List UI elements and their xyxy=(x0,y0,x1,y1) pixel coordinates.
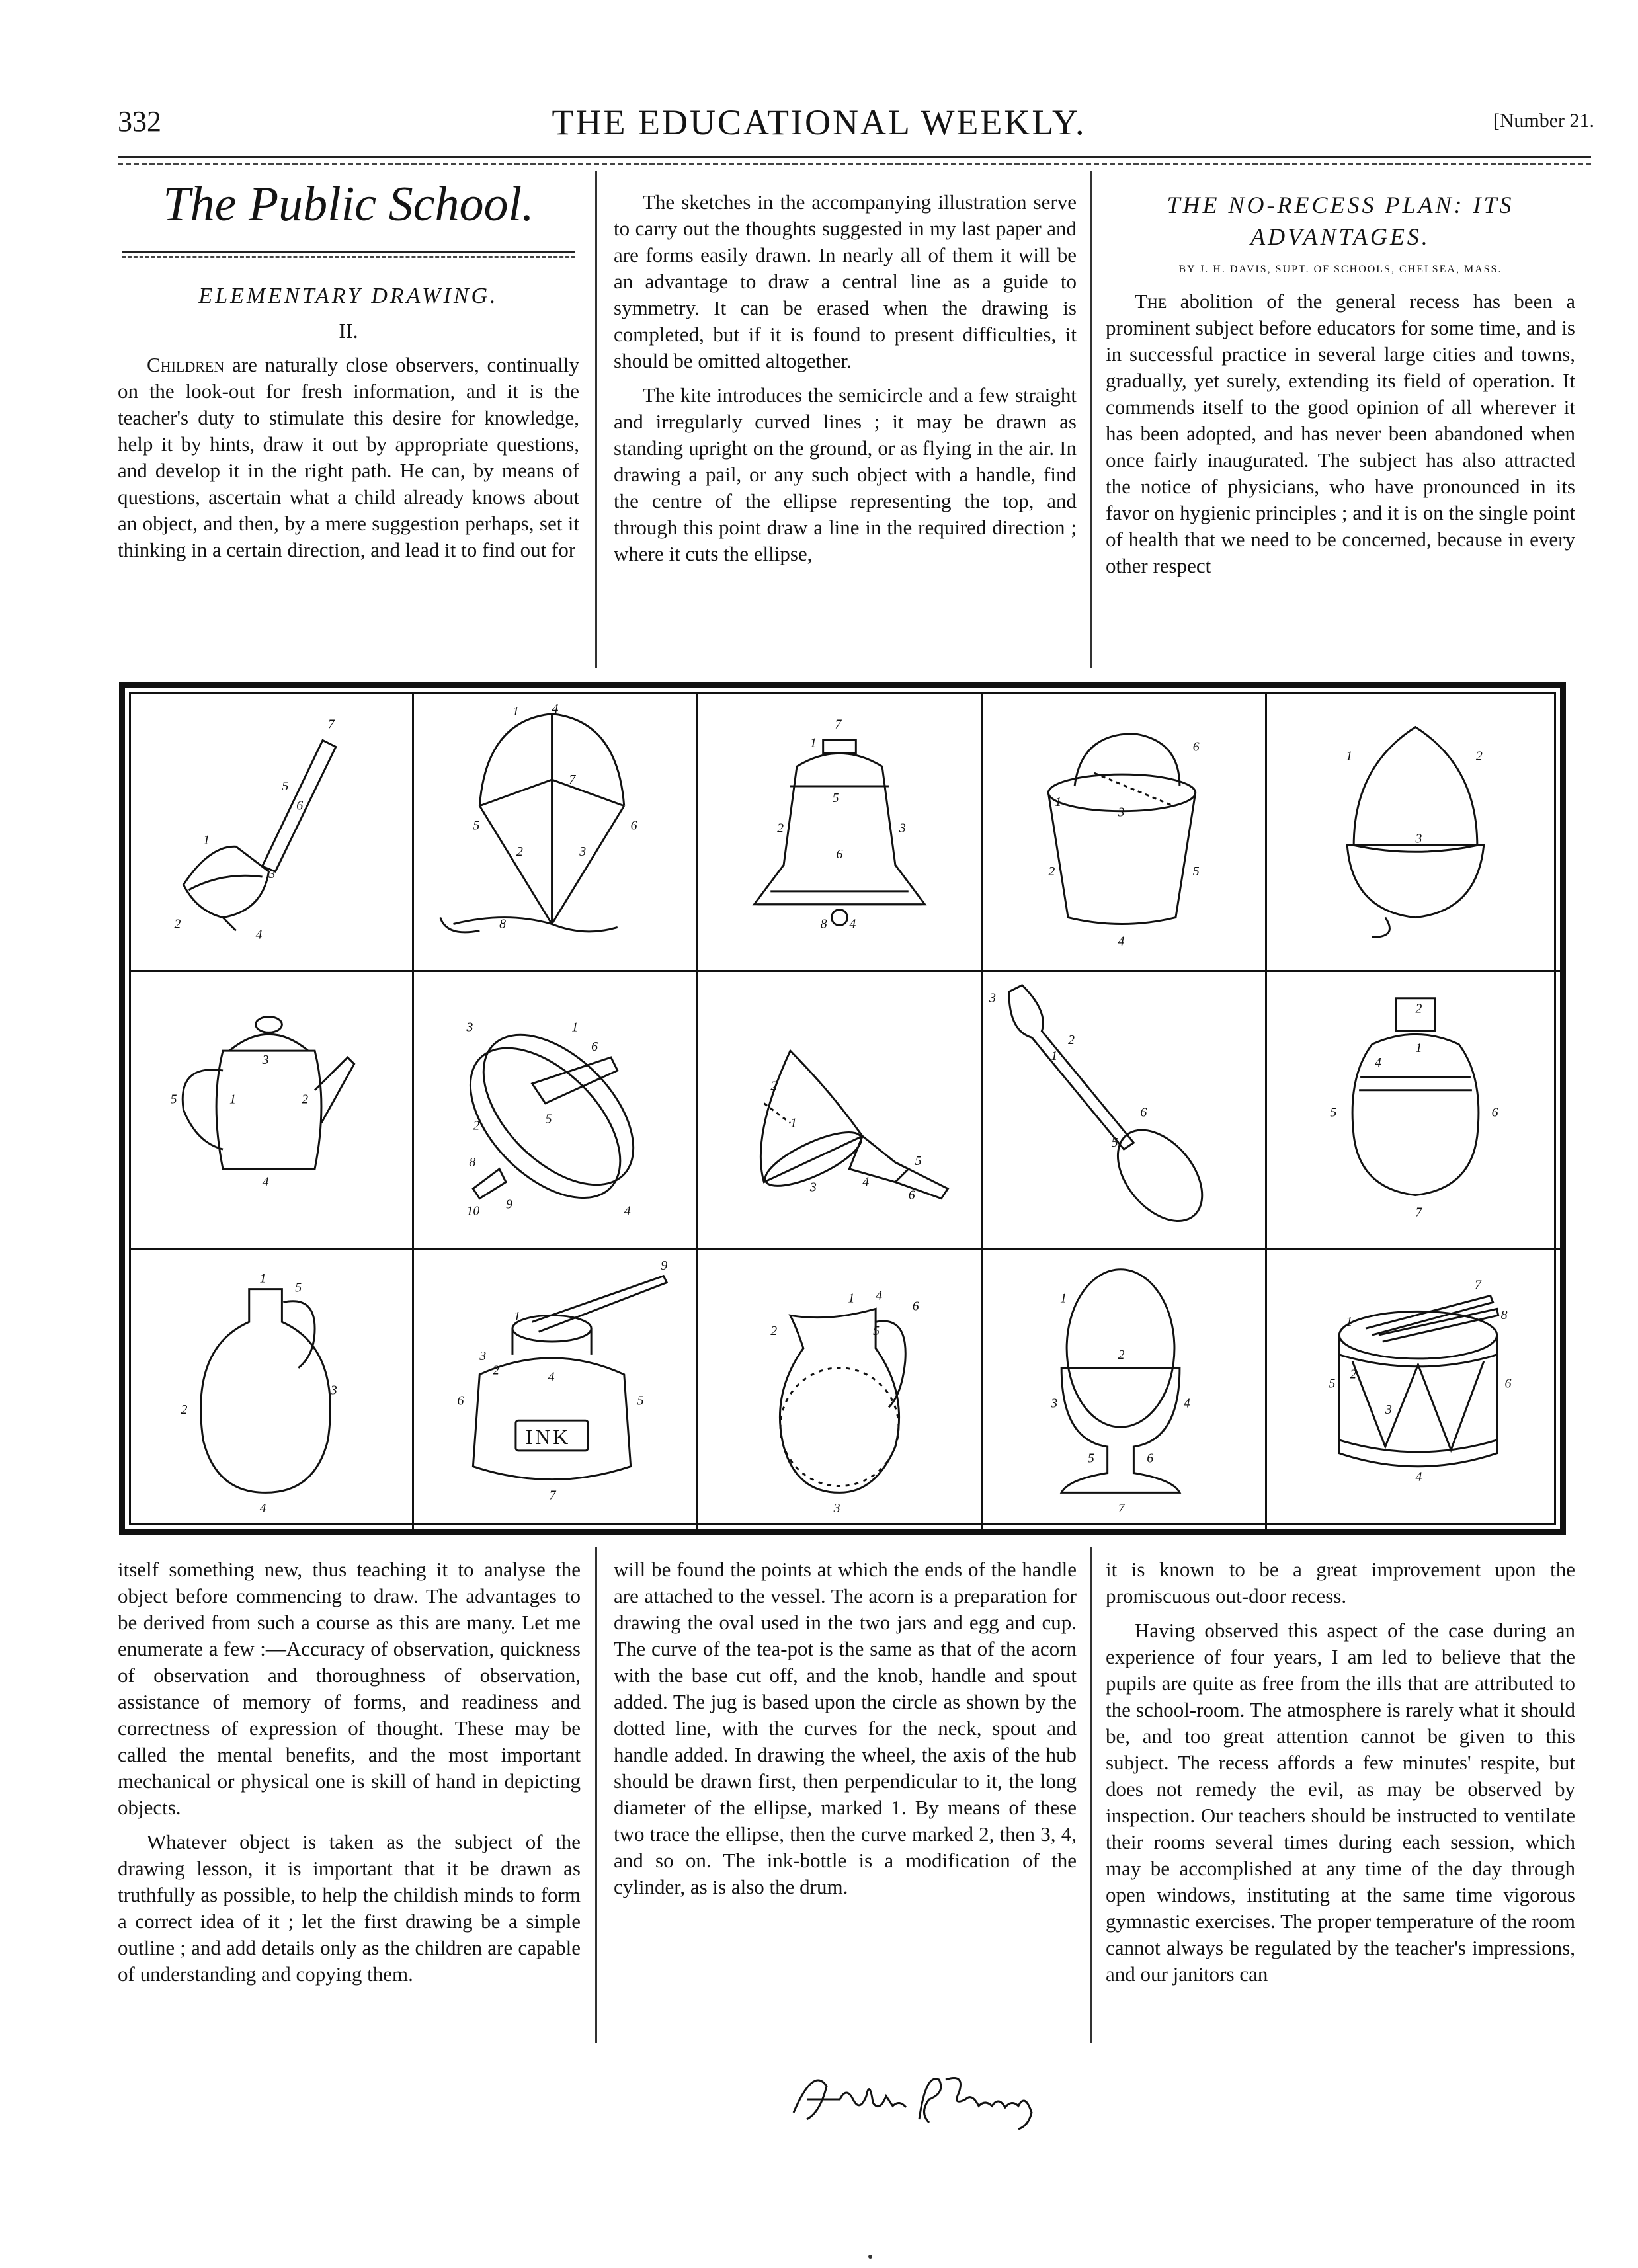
article-paragraph: it is known to be a great improvement upon the promiscuous out-door recess. xyxy=(1106,1558,1575,1607)
label: 5 xyxy=(545,1112,552,1127)
lead-word: The xyxy=(1135,290,1167,313)
column-rule xyxy=(1090,1547,1092,2043)
label: 1 xyxy=(1346,1315,1353,1330)
label: 6 xyxy=(296,798,304,813)
label: 4 xyxy=(624,1203,631,1219)
cell-egg-cup xyxy=(983,1250,1267,1535)
label: 8 xyxy=(820,916,827,932)
cell-teapot xyxy=(131,972,414,1250)
cell-acorn xyxy=(1267,694,1566,972)
article-title-line-2: ADVANTAGES. xyxy=(1250,223,1430,250)
column-3-bottom xyxy=(1106,1557,1575,1988)
label: 5 xyxy=(873,1324,880,1339)
label: 3 xyxy=(989,991,996,1006)
article-title-line-1: THE NO-RECESS PLAN: ITS xyxy=(1167,192,1514,218)
masthead xyxy=(0,98,1638,151)
label: 1 xyxy=(259,1271,266,1286)
label: 3 xyxy=(262,1053,269,1067)
cell-kite xyxy=(414,694,698,972)
label: 1 xyxy=(1051,1049,1058,1064)
label: 5 xyxy=(1111,1135,1118,1151)
label: 1 xyxy=(848,1291,855,1306)
label: 3 xyxy=(330,1383,337,1398)
wheel-drawing xyxy=(414,972,696,1248)
label: 3 xyxy=(1385,1402,1392,1418)
label: 4 xyxy=(552,701,559,716)
article-paragraph: The sketches in the accompanying illustration serve to carry out the thoughts suggested in my last paper and are forms easily drawn. In nearly all of them it will be an advantage to draw a central line as a guide to symmetry. It can be erased when the drawing is completed, but if it is found to present difficulties, it should be omitted altogether. xyxy=(614,190,1077,372)
column-1-top xyxy=(118,177,579,563)
egg-cup-drawing xyxy=(983,1250,1265,1533)
label: 2 xyxy=(770,1324,778,1339)
label: 2 xyxy=(302,1092,309,1107)
page-mark xyxy=(868,2255,872,2259)
label: 1 xyxy=(1346,749,1353,764)
label: 6 xyxy=(1504,1376,1512,1391)
label: 6 xyxy=(630,818,637,833)
cell-ink-bottle xyxy=(414,1250,698,1535)
label: 3 xyxy=(466,1020,473,1035)
label: 8 xyxy=(1500,1308,1508,1323)
acorn-drawing xyxy=(1267,694,1564,970)
label: 6 xyxy=(1140,1105,1147,1120)
issue-number: [Number 21. xyxy=(1493,110,1594,132)
drum-drawing xyxy=(1267,1250,1564,1533)
label: 5 xyxy=(637,1393,644,1408)
cell-pitcher xyxy=(698,1250,983,1535)
ink-bottle-drawing xyxy=(414,1250,696,1533)
article-part: II. xyxy=(339,319,358,343)
label: 3 xyxy=(809,1180,817,1195)
article-paragraph: Whatever object is taken as the subject of the drawing lesson, it is important that it be drawn as truthfully as possible, to help the childish minds to form a correct idea of it ; let the first drawing be a simple outline ; and add details only as the children are capable of understanding and copying them. xyxy=(118,1830,581,1986)
label: 4 xyxy=(1183,1396,1190,1411)
jar-drawing xyxy=(1267,972,1564,1248)
column-rule xyxy=(595,1547,597,2043)
label: 7 xyxy=(1415,1205,1422,1220)
handbell-drawing xyxy=(698,972,981,1248)
label: 3 xyxy=(1415,831,1422,846)
label: 1 xyxy=(1060,1291,1067,1306)
column-2-bottom xyxy=(614,1557,1077,1900)
article-paragraph: The kite introduces the semicircle and a few straight and irregularly curved lines ; it may be drawn as standing upright on the ground, or as flying in the air. In drawing a pail, or any such object with a handle, find the centre of the ellipse representing the top, and through this point draw a line in the required direction ; where it cuts the ellipse, xyxy=(614,384,1077,565)
label: 4 xyxy=(849,916,856,932)
label: 6 xyxy=(912,1299,919,1314)
cell-bell xyxy=(698,694,983,972)
label: 6 xyxy=(457,1393,464,1408)
label: 6 xyxy=(908,1188,915,1203)
cell-saucepan xyxy=(131,694,414,972)
column-3-top xyxy=(1106,189,1575,579)
label: 2 xyxy=(516,844,523,860)
column-rule xyxy=(1090,171,1092,668)
illustration-grid xyxy=(129,692,1556,1525)
label: 5 xyxy=(1192,864,1200,879)
pail-drawing xyxy=(983,694,1265,970)
byline: BY J. H. DAVIS, SUPT. OF SCHOOLS, CHELSEA, MASS. xyxy=(1178,264,1502,275)
label: 5 xyxy=(1330,1105,1337,1120)
label: 6 xyxy=(1491,1105,1498,1120)
label: 3 xyxy=(899,821,906,836)
label: 5 xyxy=(915,1153,922,1168)
label: 1 xyxy=(809,735,817,750)
jug-drawing xyxy=(131,1250,412,1533)
label: 3 xyxy=(1118,805,1125,820)
label: 7 xyxy=(1474,1277,1481,1293)
cell-pail xyxy=(983,694,1267,972)
dropcap: Children xyxy=(147,353,225,376)
cell-wheel xyxy=(414,972,698,1250)
label: 5 xyxy=(170,1092,177,1107)
label: 4 xyxy=(255,927,263,942)
label: 7 xyxy=(1118,1501,1125,1516)
label: 1 xyxy=(1415,1041,1422,1056)
label: 4 xyxy=(548,1369,555,1385)
cell-handbell xyxy=(698,972,983,1250)
label: 5 xyxy=(1087,1451,1094,1466)
illustration-frame xyxy=(119,682,1566,1535)
masthead-rule xyxy=(118,156,1591,158)
article-paragraph: itself something new, thus teaching it to analyse the object before commencing to draw. The advantages to be derived from such a course as this are many. Let me enumerate a few :—Accuracy of observation, quickness of observation and thoroughness of observation, assistance of memory of forms, and readiness and correctness of expression of thought. These may be called the mental benefits, and the most important mechanical or physical one is skill of hand in depicting objects. xyxy=(118,1558,581,1819)
teapot-drawing xyxy=(131,972,412,1248)
label: 9 xyxy=(506,1197,512,1212)
spoon-drawing xyxy=(983,972,1265,1248)
label: 2 xyxy=(493,1363,500,1378)
section-dashed-rule xyxy=(122,256,575,258)
article-title: ELEMENTARY DRAWING. xyxy=(198,284,499,308)
label: 5 xyxy=(295,1280,302,1295)
label: 2 xyxy=(1415,1001,1422,1016)
column-2-top xyxy=(614,189,1077,567)
cell-drum xyxy=(1267,1250,1566,1535)
label: 3 xyxy=(833,1501,840,1516)
label: 6 xyxy=(1192,739,1200,754)
cell-jar xyxy=(1267,972,1566,1250)
label: 7 xyxy=(835,717,842,732)
label: 5 xyxy=(473,818,480,833)
label: 2 xyxy=(473,1118,480,1133)
label: 2 xyxy=(1048,864,1055,879)
label: 4 xyxy=(1118,934,1125,949)
label: 2 xyxy=(1118,1347,1125,1362)
label: 4 xyxy=(862,1174,870,1190)
label: 4 xyxy=(1374,1055,1381,1070)
journal-title: THE EDUCATIONAL WEEKLY. xyxy=(552,102,1086,142)
label: 3 xyxy=(1051,1396,1058,1411)
label: 1 xyxy=(790,1115,797,1131)
label: 2 xyxy=(1475,749,1483,764)
label: 5 xyxy=(1329,1376,1336,1391)
article-paragraph: will be found the points at which the ends of the handle are attached to the vessel. The acorn is a preparation for drawing the oval used in the two jars and egg and cup. The curve of the tea-pot is the same as that of the acorn with the base cut off, and the knob, handle and spout added. The jug is based upon the circle as shown by the dotted line, with the curves for the neck, spout and handle added. In drawing the wheel, the axis of the hub should be drawn first, then perpendicular to it, the long diameter of the ellipse, marked 1. By means of these two trace the ellipse, then the curve marked 2, then 3, 4, and so on. The ink-bottle is a modification of the cylinder, as is also the drum. xyxy=(614,1558,1077,1898)
cell-spoon xyxy=(983,972,1267,1250)
label: 5 xyxy=(282,778,289,793)
label: 3 xyxy=(479,1348,487,1363)
label: 6 xyxy=(1147,1451,1154,1466)
label: 1 xyxy=(229,1092,236,1107)
signature-drawing xyxy=(787,2060,1065,2132)
label: 9 xyxy=(661,1258,668,1273)
label: 2 xyxy=(181,1402,188,1418)
kite-drawing xyxy=(414,694,696,970)
label: 2 xyxy=(1068,1033,1075,1048)
author-signature xyxy=(787,2060,1065,2136)
label: 2 xyxy=(1350,1367,1357,1382)
ink-label: INK xyxy=(525,1425,571,1449)
label: 4 xyxy=(1415,1469,1422,1484)
label: 1 xyxy=(1055,794,1062,809)
section-title: The Public School. xyxy=(163,177,534,231)
label: 8 xyxy=(499,916,507,932)
label: 10 xyxy=(466,1203,480,1219)
label: 6 xyxy=(836,847,843,862)
label: 6 xyxy=(591,1039,598,1055)
bell-drawing xyxy=(698,694,981,970)
saucepan-drawing xyxy=(131,694,412,970)
label: 3 xyxy=(579,844,587,860)
label: 4 xyxy=(259,1501,266,1516)
label: 3 xyxy=(268,867,276,881)
label: 7 xyxy=(549,1488,556,1503)
label: 2 xyxy=(770,1078,778,1094)
label: 2 xyxy=(777,821,784,836)
label: 1 xyxy=(513,1309,520,1324)
label: 1 xyxy=(512,704,519,719)
section-rule xyxy=(122,251,575,253)
label: 8 xyxy=(469,1154,476,1170)
article-paragraph: The abolition of the general recess has been a prominent subject before educators for some time, and is in successful practice in several large cities and towns, gradually, yet surely, extending its field of operation. It commends itself to the good opinion of all wherever it has been adopted, and has never been abandoned when once fairly inaugurated. The subject has also attracted the notice of physicians, who have pronounced in its favor on hygienic principles ; and it is on the single point of health that we need to be concerned, because in every other respect xyxy=(1106,290,1575,577)
column-1-bottom xyxy=(118,1557,581,1988)
label: 1 xyxy=(571,1020,579,1035)
label: 7 xyxy=(327,717,335,732)
article-paragraph: Having observed this aspect of the case during an experience of four years, I am led to believe that the pupils are quite as free from the ills that are attributed to the school-room. The atmosphere is rarely what it should be, and too great attention cannot be given to this subject. The recess affords a few minutes' respite, but does not remedy the evil, as may be observed by inspection. Our teachers should be instructed to ventilate their rooms several times during each session, which may be accomplished at any time of the day through open windows, instituting at the same time vigorous gymnastic exercises. The proper temperature of the room cannot always be regulated by the teacher's impressions, and our janitors can xyxy=(1106,1619,1575,1986)
pitcher-drawing xyxy=(698,1250,981,1533)
label: 2 xyxy=(174,916,181,932)
article-paragraph: Children are naturally close observers, continually on the look-out for fresh information, and it is the teacher's duty to stimulate this desire for knowledge, help it by hints, draw it out by appropriate questions, and develop it in the right path. He can, by means of questions, ascertain what a child already knows about an object, and then, by a mere suggestion perhaps, set it thinking in a certain direction, and lead it to find out for xyxy=(118,353,579,561)
label: 4 xyxy=(876,1288,883,1303)
label: 4 xyxy=(262,1174,269,1190)
cell-jug xyxy=(131,1250,414,1535)
column-rule xyxy=(595,171,597,668)
page-number: 332 xyxy=(118,105,161,138)
label: 1 xyxy=(203,832,210,848)
label: 7 xyxy=(569,772,576,788)
masthead-dashed-rule xyxy=(118,163,1591,165)
label: 5 xyxy=(832,790,839,805)
